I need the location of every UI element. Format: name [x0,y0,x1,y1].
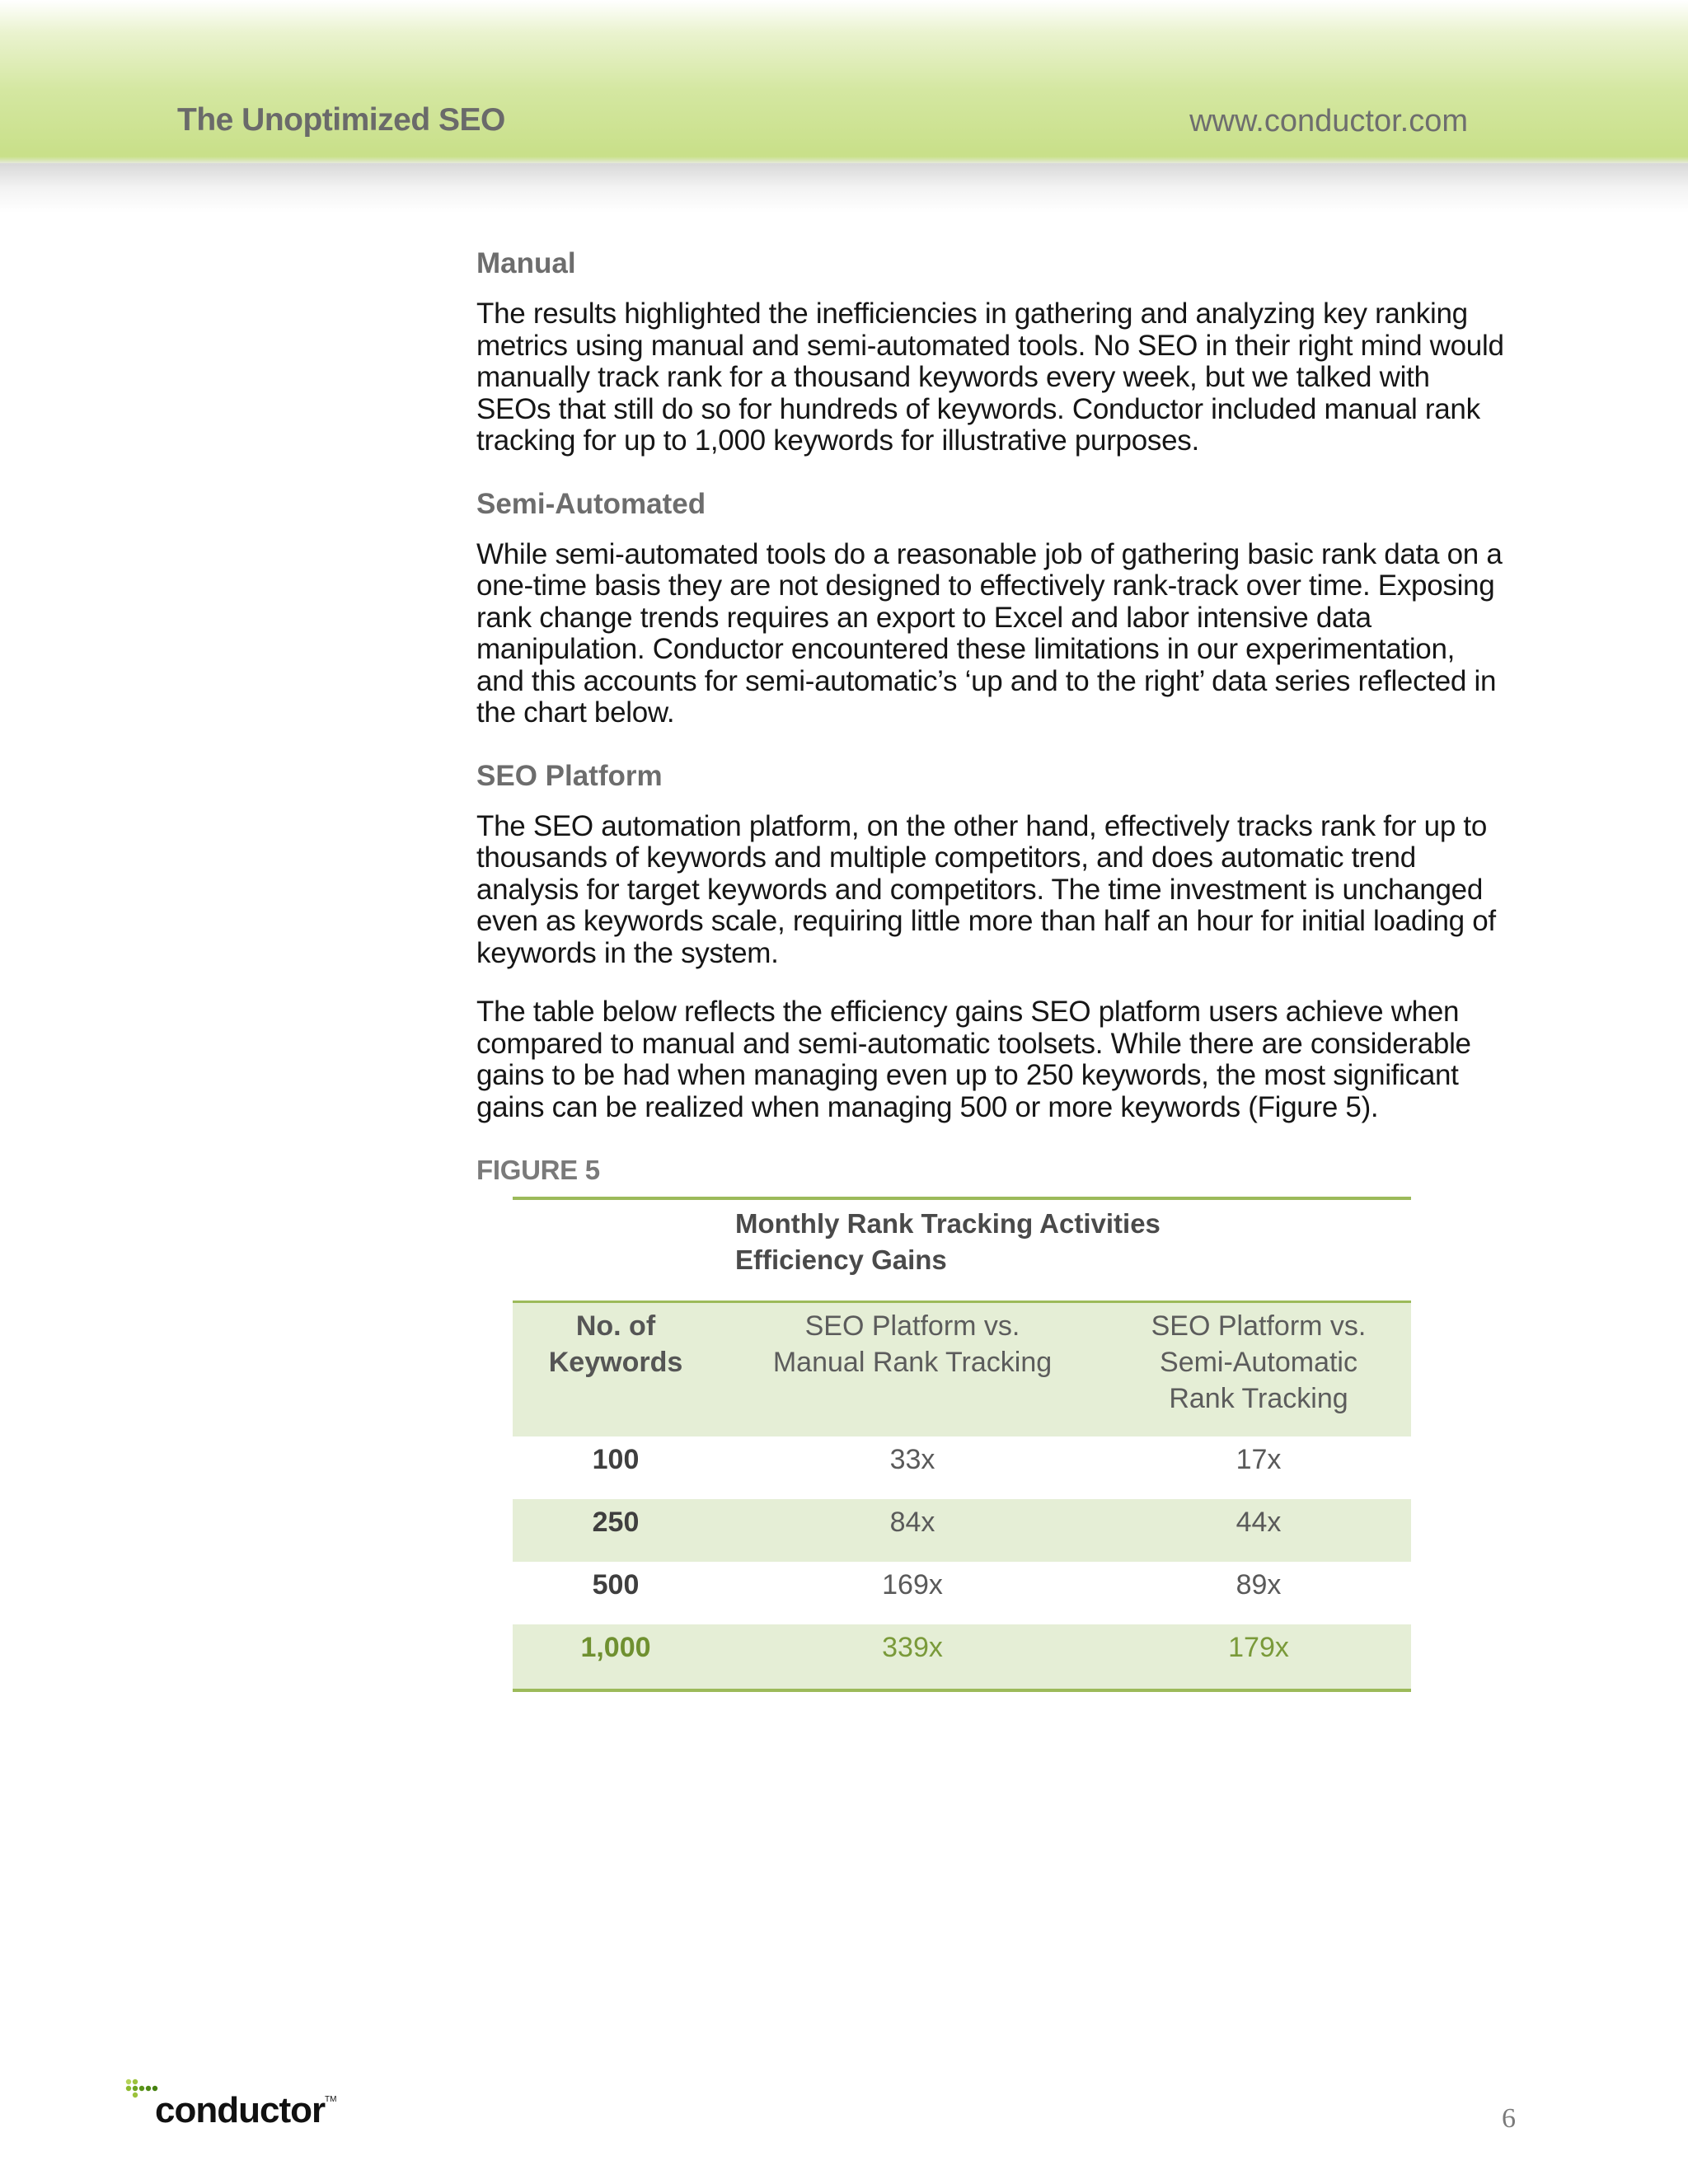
table-title [513,1200,1411,1301]
section-heading-manual: Manual [476,247,576,279]
header-manual-line2: Manual Rank Tracking [772,1347,1053,1378]
table-row [513,1562,1411,1624]
conductor-logo [125,2074,340,2131]
table-header-row [513,1301,1411,1436]
header-keywords-line1: No. of [575,1310,656,1342]
cell-keywords: 100 [592,1444,640,1475]
paragraph-semi-automated: While semi-automated tools do a reasonable job of gathering basic rank data on a one-time basis they are not designed to effectively rank-track over time. Exposing rank change trends requires an export to Excel and labor intensive data manipulation. Conductor encountered these limitations in our experimentation, and this accounts for semi-automatic’s ‘up and to the right’ data series reflected in the chart below. [476,537,1503,729]
website-url[interactable]: www.conductor.com [1189,104,1468,138]
section-heading-semi-automated: Semi-Automated [476,487,706,520]
cell-manual: 169x [882,1569,943,1601]
cell-manual: 33x [889,1444,935,1475]
header-manual-line1: SEO Platform vs. [804,1310,1020,1342]
cell-semi: 179x [1228,1632,1289,1663]
figure-label: FIGURE 5 [476,1155,600,1185]
cell-keywords: 1,000 [580,1632,651,1663]
header-semi-line2: Semi-Automatic [1160,1347,1357,1378]
table-row-highlight [513,1624,1411,1689]
header-manual [719,1303,1106,1436]
main-content [476,244,1507,1190]
table-row [513,1436,1411,1499]
table-title-line2: Efficiency Gains [735,1244,947,1275]
header-semi-line1: SEO Platform vs. [1151,1310,1367,1342]
table-title-line1: Monthly Rank Tracking Activities [735,1208,1160,1239]
paragraph-table-intro: The table below reflects the efficiency gains SEO platform users achieve when compared to manual and semi-automatic toolsets. While there are considerable gains to be had when managing even up to 250 keywords, the most significant gains can be realized when managing 500 or more keywords (Figure 5). [476,996,1471,1123]
cell-semi: 17x [1236,1444,1282,1475]
cell-manual: 339x [882,1632,943,1663]
header-semi-line3: Rank Tracking [1169,1383,1348,1414]
cell-manual: 84x [889,1507,935,1538]
header-shadow [0,163,1688,213]
header-band [0,0,1688,165]
document-title: The Unoptimized SEO [177,102,505,138]
logo-wordmark: conductor [155,2090,326,2130]
header-keywords-line2: Keywords [548,1347,683,1378]
table-bottom-rule [513,1689,1411,1692]
header-semi [1106,1303,1411,1436]
table-row [513,1499,1411,1562]
paragraph-seo-platform: The SEO automation platform, on the other hand, effectively tracks rank for up to thousands of keywords and multiple competitors, and does automatic trend analysis for target keywords and competitors. The time investment is unchanged even as keywords scale, requiring little more than half an hour for initial loading of keywords in the system. [476,809,1496,969]
logo-trademark: TM [325,2095,337,2104]
section-heading-seo-platform: SEO Platform [476,759,663,792]
paragraph-manual: The results highlighted the inefficiencies in gathering and analyzing key ranking metrics using manual and semi-automated tools. No SEO in their right mind would manually track rank for a thousand keywords every week, but we talked with SEOs that still do so for hundreds of keywords. Conductor included manual rank tracking for up to 1,000 keywords for illustrative purposes. [476,298,1504,457]
page-number: 6 [1502,2103,1516,2134]
cell-semi: 89x [1236,1569,1282,1601]
cell-keywords: 500 [592,1569,640,1601]
efficiency-table [513,1197,1411,1692]
cell-semi: 44x [1236,1507,1282,1538]
cell-keywords: 250 [592,1507,640,1538]
header-keywords [513,1303,719,1436]
